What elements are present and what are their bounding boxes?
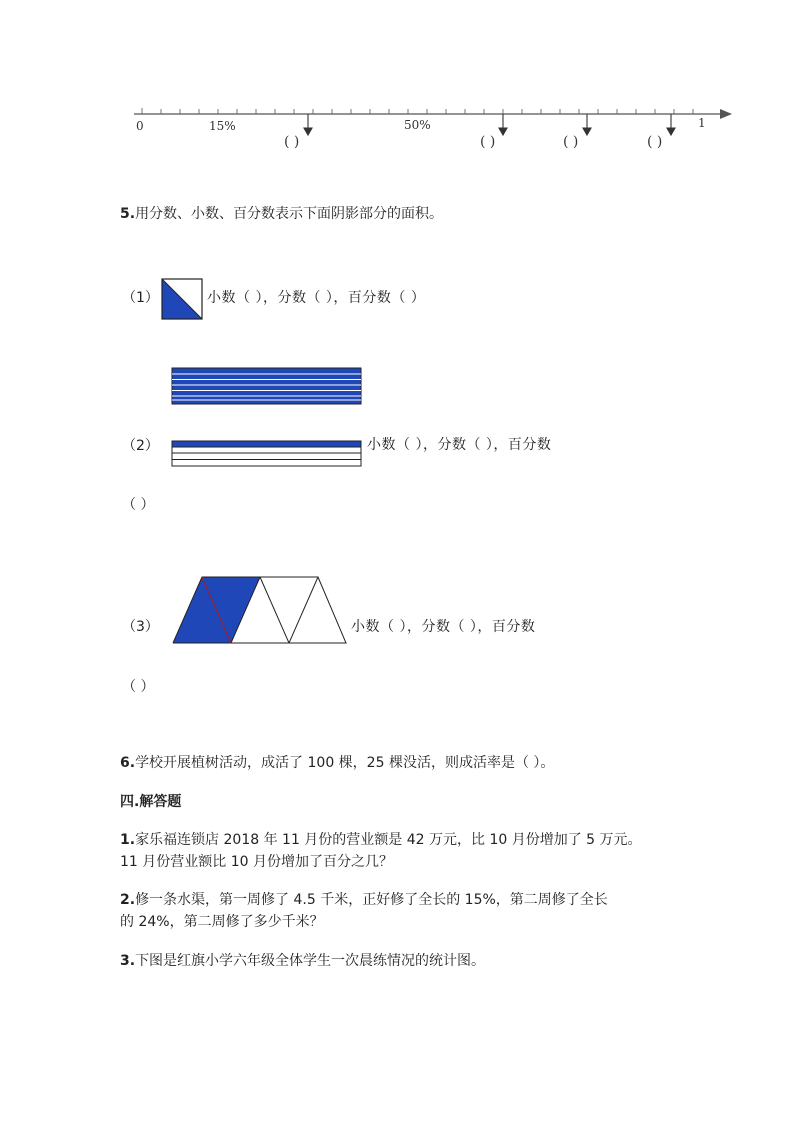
number-line-label-0: 0 — [136, 119, 144, 133]
problem-2-line-1 — [120, 889, 608, 911]
number-line-label-15: 15% — [209, 119, 236, 133]
number-line-blank-3[interactable]: ( ) — [563, 134, 579, 150]
problem-3-text: 下图是红旗小学六年级全体学生一次晨练情况的统计图。 — [135, 953, 486, 969]
q5-item-3-answer-cont[interactable]: （ ） — [122, 679, 155, 695]
question-6 — [120, 752, 554, 772]
question-5 — [120, 203, 443, 223]
q5-item-1-answer[interactable]: 小数（ ），分数（ ），百分数（ ） — [207, 290, 426, 306]
q5-item-1-figure — [161, 278, 203, 320]
q5-item-3-answer[interactable]: 小数（ ），分数（ ），百分数 — [351, 619, 536, 635]
q5-item-2-answer-cont[interactable]: （ ） — [122, 497, 155, 513]
q5-item-2-full-bar — [171, 367, 363, 407]
question-5-number: 5. — [120, 206, 136, 222]
question-6-number: 6. — [120, 755, 136, 771]
number-line-blank-4[interactable]: ( ) — [647, 134, 663, 150]
q5-item-2-answer[interactable]: 小数（ ），分数（ ），百分数 — [367, 437, 552, 453]
number-line-label-1: 1 — [698, 116, 706, 130]
problem-1 — [120, 829, 642, 873]
problem-3 — [120, 950, 485, 970]
q5-item-2-label: （2） — [122, 438, 159, 454]
problem-1-line-1 — [120, 829, 642, 851]
question-5-text: 用分数、小数、百分数表示下面阴影部分的面积。 — [135, 206, 444, 222]
problem-2-number: 2. — [120, 892, 136, 908]
q5-item-2-partial-bar — [171, 440, 363, 468]
problem-3-number: 3. — [120, 953, 136, 969]
q5-item-3-label: （3） — [122, 619, 159, 635]
q5-item-1-label: （1） — [122, 290, 159, 306]
problem-2-text: 修一条水渠，第一周修了 4.5 千米，正好修了全长的 15%，第二周修了全长 — [135, 892, 608, 908]
q5-item-3-figure — [171, 575, 349, 645]
problem-2 — [120, 889, 608, 933]
number-line-label-50: 50% — [404, 118, 431, 132]
section-4-title: 四.解答题 — [120, 794, 182, 810]
number-line-blank-1[interactable]: ( ) — [284, 134, 300, 150]
problem-1-number: 1. — [120, 832, 136, 848]
problem-1-text: 家乐福连锁店 2018 年 11 月份的营业额是 42 万元，比 10 月份增加了 5 万元。 — [135, 832, 642, 848]
number-line-blank-2[interactable]: ( ) — [480, 134, 496, 150]
problem-2-line-2: 的 24%，第二周修了多少千米？ — [120, 914, 324, 930]
question-6-text[interactable]: 学校开展植树活动，成活了 100 棵，25 棵没活，则成活率是（ ）。 — [135, 755, 555, 771]
problem-1-line-2: 11 月份营业额比 10 月份增加了百分之几？ — [120, 854, 393, 870]
